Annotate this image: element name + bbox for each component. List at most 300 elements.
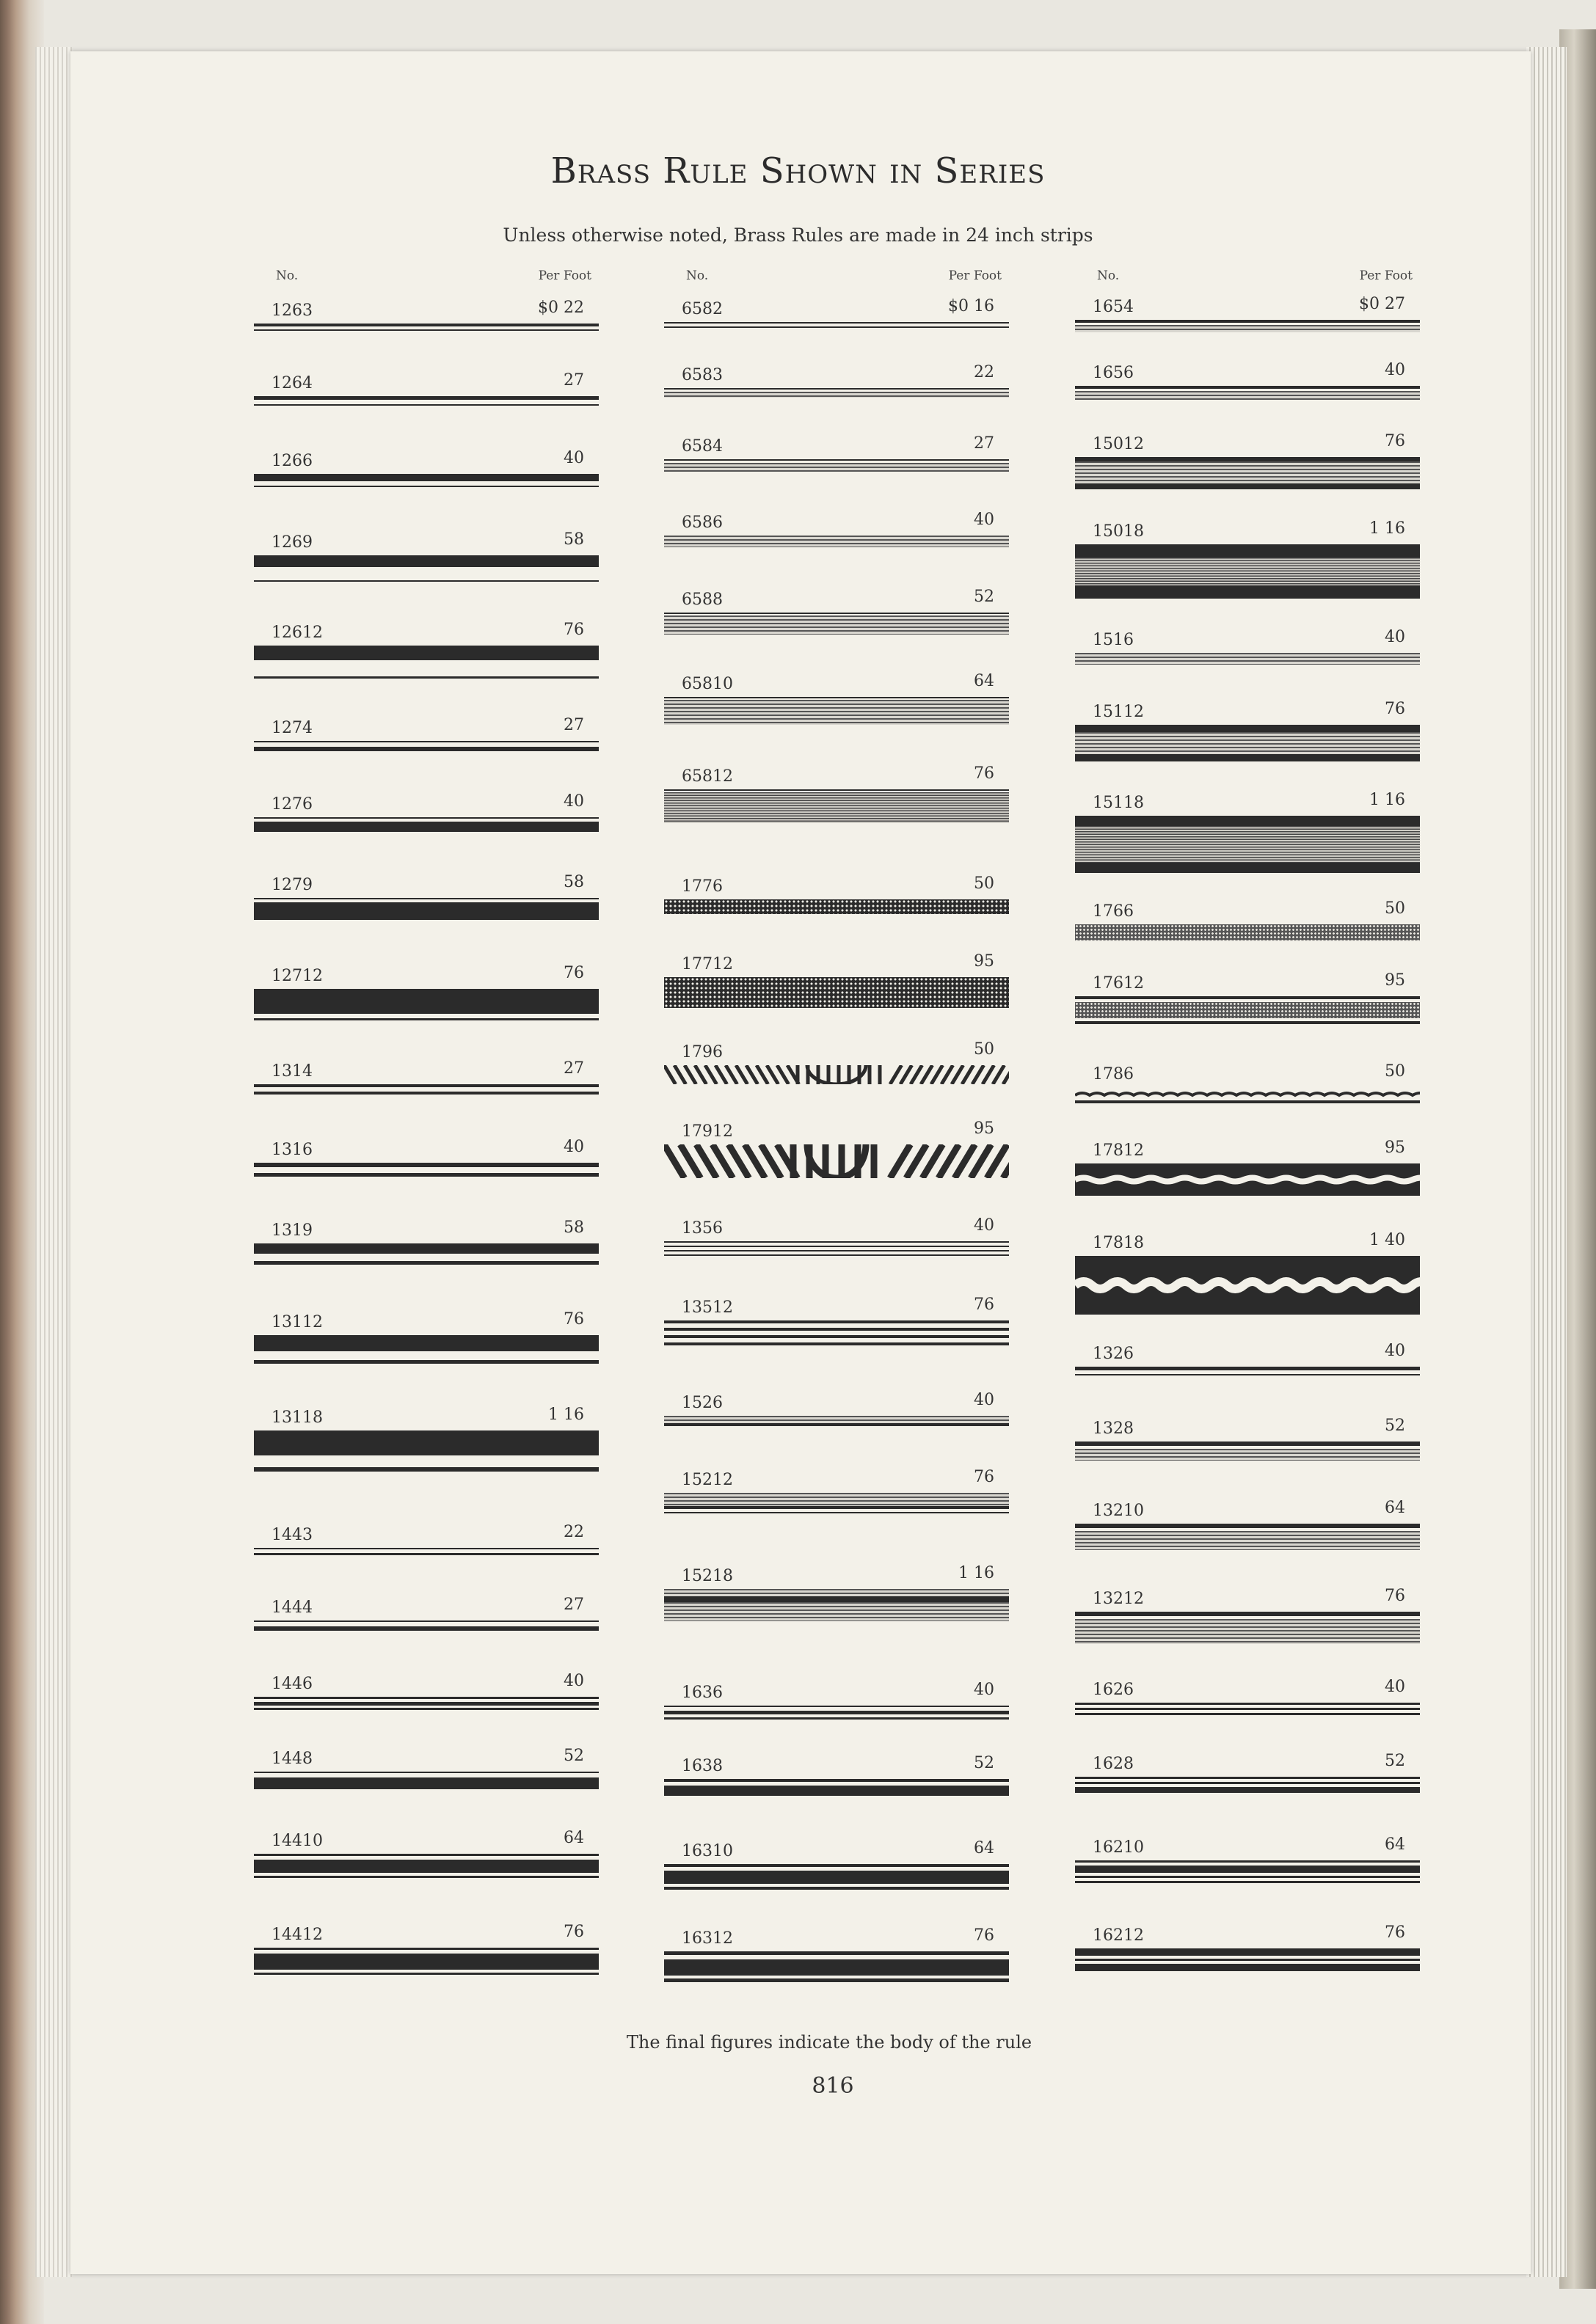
rule-price: 58 — [564, 1218, 584, 1237]
rule-price: 27 — [564, 371, 584, 390]
rule-sample — [254, 474, 602, 487]
rule-number: 17812 — [1093, 1141, 1144, 1160]
rule-entry — [1075, 1835, 1423, 1897]
rule-solid-band — [254, 1018, 599, 1020]
rule-number: 1266 — [272, 452, 313, 470]
rule-price: 76 — [564, 621, 584, 639]
rule-checker-band — [1075, 1002, 1420, 1018]
rule-sample — [254, 396, 602, 406]
rule-number: 1443 — [272, 1526, 313, 1544]
rule-solid-band — [664, 1959, 1009, 1976]
rule-solid-band — [254, 1335, 599, 1351]
rule-sample — [1075, 653, 1423, 665]
rule-solid-band — [664, 388, 1009, 390]
rule-sample — [1075, 1777, 1423, 1793]
diagonal-stroke — [674, 1065, 686, 1084]
rule-price: 64 — [974, 672, 994, 690]
diagonal-stroke — [972, 1065, 984, 1084]
page-subtitle: Unless otherwise noted, Brass Rules are made in 24 inch strips — [503, 224, 1093, 246]
rule-solid-band — [254, 1430, 599, 1455]
rule-entry — [1075, 1678, 1423, 1739]
rule-number: 1269 — [272, 533, 313, 552]
rule-sample — [1075, 1256, 1423, 1315]
rule-solid-band — [1075, 1948, 1420, 1956]
rule-solid-band — [1075, 1777, 1420, 1779]
rule-price: 95 — [1385, 971, 1405, 990]
rule-sample — [254, 555, 602, 582]
rule-entry — [664, 434, 1012, 496]
rule-solid-band — [1075, 1876, 1420, 1878]
rule-entry — [254, 1747, 602, 1808]
rule-entry — [254, 621, 602, 682]
rule-sample — [1075, 544, 1423, 599]
rule-solid-band — [1075, 1959, 1420, 1961]
diagonal-stroke — [715, 1065, 727, 1084]
rule-solid-band — [1075, 863, 1420, 873]
diagonal-stroke — [993, 1065, 1005, 1084]
rule-solid-band — [1075, 1866, 1420, 1873]
column-header — [254, 264, 602, 293]
column-header — [664, 264, 1012, 293]
rule-entry — [664, 1391, 1012, 1452]
rule-sample — [254, 989, 602, 1020]
rule-entry — [254, 530, 602, 592]
rule-entry — [664, 297, 1012, 359]
rule-hatch-dense-band — [1075, 826, 1420, 863]
rule-sample — [1075, 1703, 1423, 1715]
rule-number: 1274 — [272, 719, 313, 737]
rule-price: 95 — [974, 952, 994, 971]
rule-entry — [1075, 432, 1423, 494]
rule-entry — [664, 672, 1012, 734]
header-per-foot: Per Foot — [1359, 268, 1413, 283]
rule-hatch-band — [1075, 1531, 1420, 1550]
rule-hatch-band — [1075, 391, 1420, 400]
rule-number: 1314 — [272, 1062, 313, 1081]
rule-solid-band — [664, 1871, 1009, 1884]
diagonal-stroke — [746, 1065, 758, 1084]
rule-number: 15118 — [1093, 794, 1144, 812]
rule-solid-band — [254, 902, 599, 920]
rule-solid-band — [254, 474, 599, 481]
rule-sample — [254, 1772, 602, 1789]
rule-price: 95 — [1385, 1139, 1405, 1157]
rule-number: 1628 — [1093, 1755, 1134, 1773]
rule-price: 27 — [564, 1059, 584, 1078]
rule-number: 1448 — [272, 1750, 313, 1768]
rule-solid-band — [254, 747, 599, 751]
diagonal-stroke — [777, 1065, 789, 1084]
rule-price: 27 — [564, 1596, 584, 1614]
rule-hatch-band — [664, 1602, 1009, 1621]
rule-solid-band — [664, 459, 1009, 461]
rule-entry — [1075, 1587, 1423, 1648]
rule-sample — [664, 1864, 1012, 1890]
rule-number: 16312 — [682, 1929, 733, 1948]
diagonal-stroke — [952, 1065, 963, 1084]
rule-solid-band — [1075, 1964, 1420, 1971]
rule-price: 27 — [564, 716, 584, 734]
rule-sample — [664, 1706, 1012, 1720]
rule-solid-band — [1075, 544, 1420, 558]
rule-entry — [254, 449, 602, 511]
rule-sample — [664, 459, 1012, 472]
rule-solid-band — [254, 817, 599, 819]
rule-sample — [254, 898, 602, 920]
rule-number: 1796 — [682, 1043, 723, 1061]
rule-hatch-band — [664, 536, 1009, 547]
header-per-foot: Per Foot — [948, 268, 1002, 283]
diagonal-stroke — [664, 1065, 676, 1084]
rule-number: 17818 — [1093, 1234, 1144, 1252]
rule-entry — [664, 874, 1012, 936]
rule-sample — [664, 697, 1012, 725]
rule-price: 52 — [974, 1754, 994, 1772]
rule-sample — [664, 1320, 1012, 1345]
rule-price: 40 — [974, 1391, 994, 1409]
rule-solid-band — [664, 1978, 1009, 1982]
diagonal-stroke — [890, 1065, 902, 1084]
rule-number: 1776 — [682, 877, 723, 896]
rule-price: 40 — [974, 511, 994, 529]
rule-price: 1 16 — [1369, 791, 1405, 809]
diagonal-stroke — [767, 1065, 779, 1084]
diagonal-stroke — [941, 1065, 953, 1084]
diagonal-stroke — [900, 1065, 912, 1084]
rule-price: 40 — [1385, 1342, 1405, 1360]
rule-entry — [1075, 519, 1423, 581]
rule-price: 40 — [1385, 361, 1405, 379]
rule-price: 40 — [564, 792, 584, 811]
rule-sample — [1075, 1948, 1423, 1971]
rule-solid-band — [254, 822, 599, 832]
rule-entry — [254, 1923, 602, 1984]
rule-number: 1766 — [1093, 902, 1134, 921]
rule-entry — [664, 952, 1012, 1014]
rule-hatch-dense-band — [1075, 558, 1420, 585]
rule-solid-band — [1075, 1021, 1420, 1024]
rule-solid-band — [1075, 754, 1420, 761]
rule-solid-band — [1075, 483, 1420, 489]
rule-sample — [664, 322, 1012, 328]
rule-number: 15112 — [1093, 703, 1144, 721]
diagonal-stroke — [962, 1065, 974, 1084]
rule-solid-band — [664, 322, 1009, 324]
rule-sample — [1075, 386, 1423, 400]
rule-price: 64 — [1385, 1499, 1405, 1517]
rule-solid-band — [254, 1243, 599, 1254]
rule-entry — [254, 792, 602, 854]
rule-sample — [1075, 1441, 1423, 1461]
rule-price: 58 — [564, 530, 584, 549]
rule-entry — [1075, 971, 1423, 1033]
rule-entry — [1075, 1923, 1423, 1985]
rule-number: 13512 — [682, 1298, 733, 1317]
rule-solid-band — [254, 555, 599, 567]
header-no: No. — [1097, 268, 1120, 283]
rule-entry — [1075, 1342, 1423, 1403]
rule-solid-band — [664, 1335, 1009, 1338]
rule-sample — [254, 1548, 602, 1555]
rule-hatch-band — [664, 1493, 1009, 1506]
rule-number: 1263 — [272, 302, 313, 320]
rule-number: 1654 — [1093, 298, 1134, 316]
rule-solid-band — [1075, 1367, 1420, 1370]
rule-solid-band — [1075, 386, 1420, 389]
rule-number: 1328 — [1093, 1419, 1134, 1438]
rule-sample — [254, 646, 602, 679]
rule-entry — [664, 1564, 1012, 1626]
rule-sample — [664, 1065, 1012, 1084]
rule-entry — [254, 1829, 602, 1890]
column-header — [1075, 264, 1423, 293]
diagonal-stroke — [757, 1065, 768, 1084]
rule-hatch-band — [664, 700, 1009, 725]
rule-solid-band — [254, 1467, 599, 1472]
rule-solid-band — [254, 404, 599, 406]
rule-entry — [254, 1598, 602, 1657]
rule-entry — [664, 1681, 1012, 1742]
diagonal-stroke — [695, 1065, 707, 1084]
rule-solid-band — [664, 1246, 1009, 1247]
rule-hatch-band — [664, 392, 1009, 398]
rule-number: 15012 — [1093, 435, 1144, 453]
rule-number: 15018 — [1093, 522, 1144, 541]
diagonal-stroke — [931, 1065, 943, 1084]
rule-solid-band — [664, 1596, 1009, 1602]
rule-solid-band — [664, 1887, 1009, 1890]
rule-price: 52 — [1385, 1752, 1405, 1770]
rule-price: 52 — [564, 1747, 584, 1765]
rule-solid-band — [664, 1506, 1009, 1509]
rule-checker-band — [1075, 924, 1420, 940]
rule-sample — [254, 1620, 602, 1631]
header-per-foot: Per Foot — [538, 268, 591, 283]
rule-solid-band — [254, 676, 599, 679]
rule-solid-band — [254, 1553, 599, 1555]
rule-solid-band — [254, 1777, 599, 1789]
rule-solid-band — [1075, 1708, 1420, 1710]
rule-hatch-band — [664, 1416, 1009, 1423]
rule-entry — [1075, 1499, 1423, 1560]
diagonal-stroke — [983, 1065, 994, 1084]
rule-entry — [664, 1298, 1012, 1357]
rule-sample — [1075, 924, 1423, 940]
rule-price: 76 — [1385, 700, 1405, 718]
rule-solid-band — [254, 1084, 599, 1087]
arc-stroke — [807, 1065, 866, 1084]
rule-number: 1636 — [682, 1684, 723, 1702]
rule-diagonal-band — [664, 1065, 1009, 1084]
rule-entry — [664, 588, 1012, 649]
rule-solid-band — [1075, 996, 1420, 999]
rule-sample — [1075, 1612, 1423, 1644]
rule-price: 40 — [1385, 1678, 1405, 1696]
rule-hatch-band — [664, 615, 1009, 635]
rule-entry — [664, 1468, 1012, 1530]
rule-entry — [664, 764, 1012, 826]
rule-price: 22 — [564, 1523, 584, 1541]
rule-solid-band — [1075, 725, 1420, 732]
diagonal-stroke — [736, 1065, 748, 1084]
rule-sample — [1075, 1163, 1423, 1196]
rule-entry — [1075, 295, 1423, 357]
rule-number: 1276 — [272, 795, 313, 814]
rule-sample — [1075, 1367, 1423, 1375]
rule-solid-band — [664, 613, 1009, 614]
rule-entry — [664, 363, 1012, 425]
rule-solid-band — [254, 989, 599, 1014]
rule-solid-band — [1075, 1782, 1420, 1784]
rule-solid-band — [664, 1342, 1009, 1345]
rule-price: $0 16 — [948, 297, 994, 315]
rule-solid-band — [254, 1163, 599, 1167]
rule-hatch-band — [1075, 325, 1420, 332]
rule-price: 52 — [974, 588, 994, 606]
rule-solid-band — [664, 1711, 1009, 1714]
rule-solid-band — [1075, 1374, 1420, 1375]
diagonal-stroke — [921, 1065, 933, 1084]
rule-entry — [1075, 628, 1423, 690]
rule-solid-band — [664, 1951, 1009, 1955]
rule-sample — [1075, 996, 1423, 1024]
rule-solid-band — [1075, 1713, 1420, 1715]
rule-entry — [254, 1310, 602, 1372]
rule-solid-band — [664, 1786, 1009, 1796]
rule-sample — [254, 1948, 602, 1975]
rule-diagonal-band — [664, 1144, 1009, 1178]
rule-solid-band — [254, 396, 599, 400]
page-title: Brass Rule Shown in Series — [550, 150, 1046, 191]
rule-number: 1444 — [272, 1598, 313, 1617]
footer-note: The final figures indicate the body of the rule — [626, 2032, 1032, 2053]
rule-sample — [1075, 816, 1423, 873]
diagonal-stroke — [705, 1065, 717, 1084]
rule-price: 40 — [564, 1138, 584, 1156]
header-no: No. — [686, 268, 709, 283]
rule-entry — [664, 1839, 1012, 1901]
rule-number: 13212 — [1093, 1590, 1144, 1608]
rule-wave-band — [1075, 1163, 1420, 1196]
rule-number: 15212 — [682, 1471, 733, 1489]
rule-price: 50 — [974, 874, 994, 893]
rule-number: 1446 — [272, 1675, 313, 1693]
rule-price: 76 — [1385, 1923, 1405, 1942]
rule-entry — [664, 1216, 1012, 1278]
rule-entry — [1075, 1062, 1423, 1124]
rule-number: 14412 — [272, 1926, 323, 1944]
rule-number: 1526 — [682, 1394, 723, 1412]
rule-sample — [664, 1493, 1012, 1513]
rule-solid-band — [254, 1973, 599, 1975]
rule-solid-band — [664, 1717, 1009, 1720]
rule-number: 6584 — [682, 437, 723, 456]
rule-entry — [1075, 361, 1423, 423]
rule-number: 1656 — [1093, 364, 1134, 382]
rule-solid-band — [254, 486, 599, 487]
rule-number: 16310 — [682, 1842, 733, 1860]
rule-sample — [664, 1951, 1012, 1982]
rule-number: 14410 — [272, 1832, 323, 1850]
rule-price: 76 — [564, 1923, 584, 1941]
rule-solid-band — [664, 1250, 1009, 1251]
rule-entry — [254, 1523, 602, 1585]
rule-solid-band — [254, 329, 599, 331]
rule-number: 13112 — [272, 1313, 323, 1331]
rule-solid-band — [1075, 1441, 1420, 1446]
rule-sample — [664, 536, 1012, 547]
rule-hatch-band — [1075, 1449, 1420, 1461]
rule-solid-band — [254, 1548, 599, 1549]
rule-hatch-dense-band — [664, 792, 1009, 823]
rule-price: 1 16 — [548, 1406, 584, 1424]
rule-sample — [1075, 1860, 1423, 1883]
rule-sample — [254, 741, 602, 751]
rule-solid-band — [254, 1772, 599, 1773]
rule-price: 76 — [1385, 1587, 1405, 1605]
rule-price: 76 — [974, 1468, 994, 1486]
rule-solid-band — [254, 1620, 599, 1622]
rule-number: 1319 — [272, 1221, 313, 1240]
rule-entry — [1075, 1231, 1423, 1293]
rule-sample — [254, 1084, 602, 1095]
rule-solid-band — [254, 1860, 599, 1873]
rule-sample — [1075, 457, 1423, 489]
rule-hatch-band — [1075, 461, 1420, 483]
rule-sample — [1075, 320, 1423, 332]
rule-price: 76 — [974, 1926, 994, 1945]
rule-solid-band — [254, 1360, 599, 1364]
rule-solid-band — [664, 697, 1009, 698]
rule-price: 76 — [1385, 432, 1405, 450]
rule-solid-band — [254, 646, 599, 660]
rule-entry — [1075, 791, 1423, 852]
rule-solid-band — [254, 741, 599, 742]
rule-entry — [254, 1218, 602, 1280]
rule-number: 6582 — [682, 300, 723, 318]
rule-price: 76 — [974, 764, 994, 783]
rule-entry — [1075, 1752, 1423, 1813]
rule-sample — [254, 324, 602, 331]
rule-sample — [254, 1163, 602, 1177]
rule-price: 1 16 — [1369, 519, 1405, 538]
rule-sample — [664, 1241, 1012, 1256]
page-edges-right — [1526, 47, 1567, 2277]
rule-number: 13118 — [272, 1408, 323, 1427]
rule-sample — [664, 899, 1012, 914]
rule-solid-band — [664, 1254, 1009, 1256]
rule-number: 12612 — [272, 624, 323, 642]
page-number: 816 — [812, 2073, 854, 2099]
rule-sample — [254, 1430, 602, 1472]
rule-column-2 — [664, 264, 1012, 1948]
rule-solid-band — [254, 1954, 599, 1970]
rule-sample — [254, 1854, 602, 1878]
rule-price: 64 — [1385, 1835, 1405, 1854]
diagonal-stroke — [726, 1065, 737, 1084]
rule-solid-band — [664, 1864, 1009, 1867]
rule-solid-band — [254, 1854, 599, 1856]
rule-entry — [254, 371, 602, 433]
rule-price: 40 — [974, 1681, 994, 1699]
rule-sample — [254, 1697, 602, 1710]
rule-number: 1326 — [1093, 1345, 1134, 1363]
rule-hatch-band — [664, 463, 1009, 472]
rule-solid-band — [664, 1328, 1009, 1331]
rule-number: 1638 — [682, 1757, 723, 1775]
rule-solid-band — [254, 1626, 599, 1631]
rule-solid-band — [254, 1173, 599, 1177]
